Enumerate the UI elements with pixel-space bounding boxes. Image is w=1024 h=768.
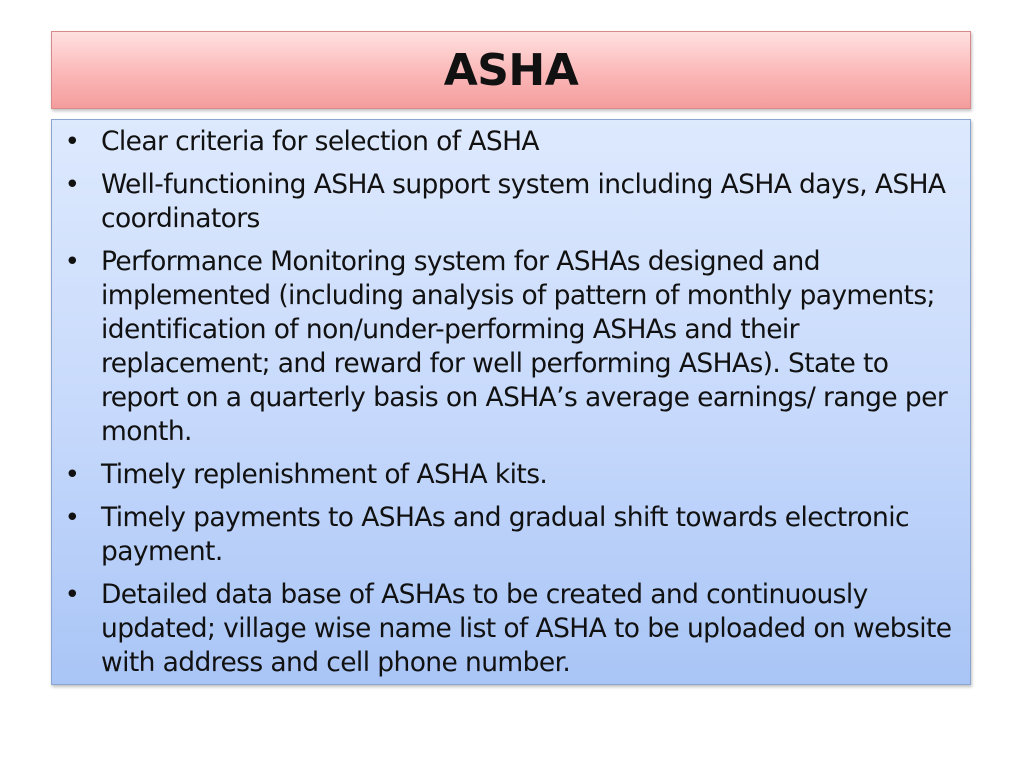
list-item [62,458,962,492]
list-item [62,168,962,236]
list-item [62,501,962,569]
bullet-icon: • [64,460,80,490]
list-item [62,245,962,449]
slide-title-box [51,31,971,109]
slide-content-box [51,119,971,685]
bullet-text: Detailed data base of ASHAs to be created and continuously updated; village wise name list of ASHA to be uploaded on website with address and cell phone number. [101,579,952,678]
bullet-text: Timely replenishment of ASHA kits. [101,459,548,490]
bullet-icon: • [64,580,80,610]
bullet-text: Well-functioning ASHA support system including ASHA days, ASHA coordinators [101,169,946,234]
bullet-icon: • [64,503,80,533]
bullet-text: Clear criteria for selection of ASHA [101,126,539,157]
bullet-text: Performance Monitoring system for ASHAs designed and implemented (including analysis of pattern of monthly payments; identification of non/under-performing ASHAs and their replacement; and reward for well performing ASHAs). State to report on a quarterly basis on ASHA’s average earnings/ range per month. [101,246,948,447]
bullet-icon: • [64,247,80,277]
list-item [62,125,962,159]
slide-title: ASHA [443,44,579,96]
list-item [62,578,962,680]
bullet-icon: • [64,170,80,200]
bullet-text: Timely payments to ASHAs and gradual shift towards electronic payment. [101,502,909,567]
bullet-list [62,125,962,680]
bullet-icon: • [64,127,80,157]
